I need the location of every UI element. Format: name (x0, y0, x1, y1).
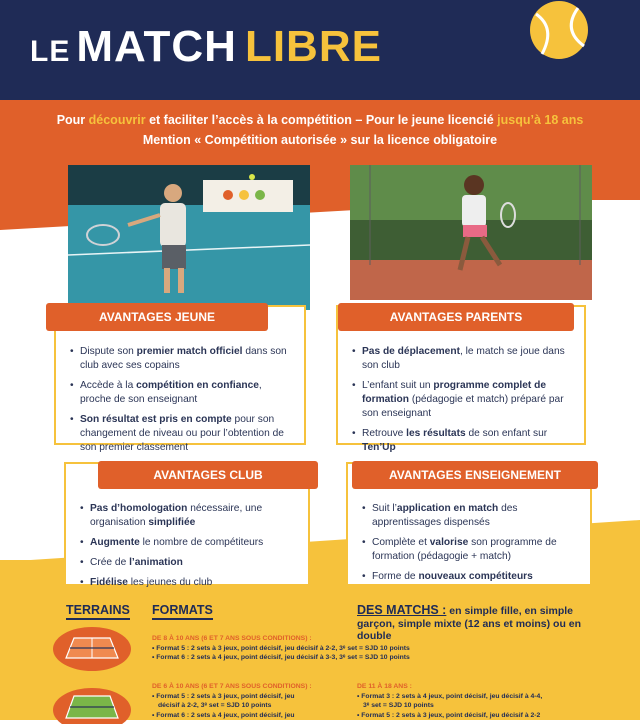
list-item: • Forme de nouveaux compétiteurs (362, 570, 578, 584)
parents-list (352, 345, 572, 455)
photo-boy-indoor (68, 165, 310, 310)
enseignement-list (362, 502, 578, 584)
list-item: • Retrouve les résultats de son enfant sur Ten’Up (352, 427, 572, 455)
list-item: • Accède à la compétition en confiance, proche de son enseignant (70, 379, 292, 407)
court-green-icon (52, 684, 132, 724)
terrains-heading: TERRAINS (66, 603, 130, 620)
list-item: • Augmente le nombre de compétiteurs (80, 536, 296, 550)
format-block-3: DE 11 À 18 ANS : • Format 3 : 2 sets à 4 jeux, point décisif, jeu décisif à 4-4, 3ᵉ set = SJD 10 points • Format 5 : 2 sets à 3 jeux, point décisif, jeu décisif à 2-2 (357, 683, 543, 719)
list-item: • L’enfant suit un programme complet de formation (pédagogie et match) préparé par son enseignant (352, 379, 572, 421)
list-item: • Complète et valorise son programme de formation (pédagogie + match) (362, 536, 578, 564)
page-title: LE MATCH LIBRE (30, 22, 382, 71)
matchs-text: DES MATCHS : en simple fille, en simple garçon, simple mixte (12 ans et moins) ou en double (357, 603, 582, 642)
enseignement-title-badge: AVANTAGES ENSEIGNEMENT (352, 461, 598, 489)
list-item: • Crée de l’animation (80, 556, 296, 570)
photo-girl-clay (350, 165, 592, 300)
list-item: • Pas d’homologation nécessaire, une organisation simplifiée (80, 502, 296, 530)
club-list (80, 502, 296, 590)
formats-heading: FORMATS (152, 603, 213, 620)
intro-text: Pour découvrir et faciliter l’accès à la compétition – Pour le jeune licencié jusqu’à 18 ans Mention « Compétition autorisée » sur la licence obligatoire (56, 113, 584, 147)
parents-title-badge: AVANTAGES PARENTS (338, 303, 574, 331)
club-title-badge: AVANTAGES CLUB (98, 461, 318, 489)
court-orange-icon (52, 624, 132, 674)
list-item: • Suit l’application en match des apprentissages dispensés (362, 502, 578, 530)
list-item: • Pas de déplacement, le match se joue dans son club (352, 345, 572, 373)
tennis-ball-icon (528, 0, 590, 62)
jeune-title-badge: AVANTAGES JEUNE (46, 303, 268, 331)
list-item: • Fidélise les jeunes du club (80, 576, 296, 590)
list-item: • Son résultat est pris en compte pour son changement de niveau ou pour l’obtention de son premier classement (70, 413, 292, 455)
list-item: • Dispute son premier match officiel dans son club avec ses copains (70, 345, 292, 373)
format-block-1: DE 8 À 10 ANS (6 ET 7 ANS SOUS CONDITIONS) : • Format 5 : 2 sets à 3 jeux, point décisif, jeu décisif à 2-2, 3ᵉ set = SJD 10 points • Format 6 : 2 sets à 4 jeux, point décisif, jeu décisif à 3-3, 3ᵉ set = SJD 10 points (152, 635, 410, 661)
jeune-list (70, 345, 292, 455)
format-block-2: DE 6 À 10 ANS (6 ET 7 ANS SOUS CONDITIONS) : • Format 5 : 2 sets à 3 jeux, point décisif, jeu décisif à 2-2, 3ᵉ set = SJD 10 points • Format 6 : 2 sets à 4 jeux, point décisif, jeu (152, 683, 312, 719)
